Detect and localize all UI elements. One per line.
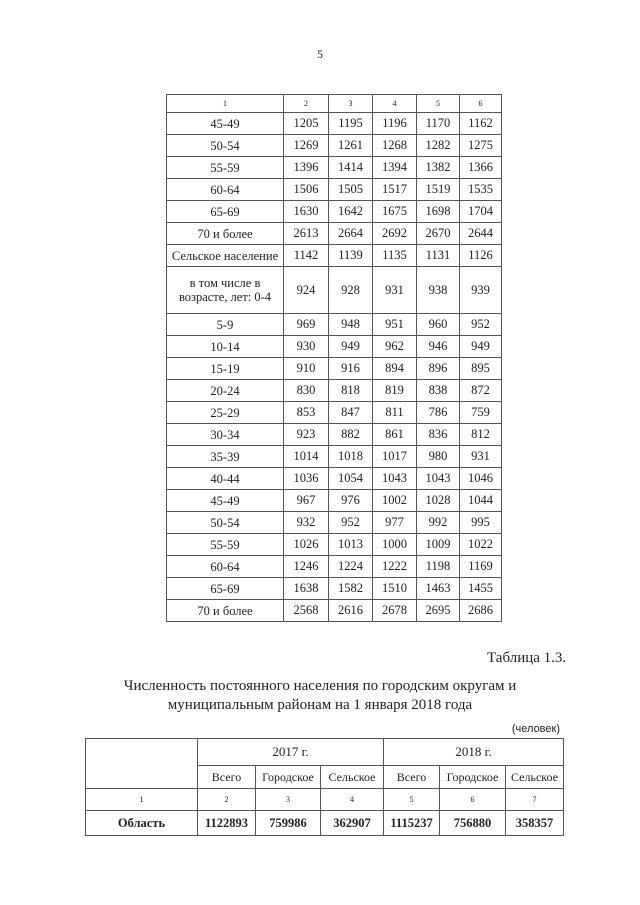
value-cell: 1261 bbox=[329, 135, 373, 157]
value-cell: 2670 bbox=[417, 223, 460, 245]
value-cell: 939 bbox=[460, 267, 502, 314]
value-cell: 1126 bbox=[460, 245, 502, 267]
value-cell: 938 bbox=[417, 267, 460, 314]
subheader-cell: Всего bbox=[384, 766, 440, 789]
value-cell: 992 bbox=[417, 512, 460, 534]
value-cell: 928 bbox=[329, 267, 373, 314]
value-cell: 1510 bbox=[373, 578, 417, 600]
value-cell: 1044 bbox=[460, 490, 502, 512]
table-row bbox=[167, 468, 502, 490]
age-group-label: 50-54 bbox=[167, 512, 284, 534]
value-cell: 995 bbox=[460, 512, 502, 534]
column-number-cell: 3 bbox=[256, 789, 321, 811]
table-title bbox=[60, 677, 580, 715]
table-row bbox=[167, 201, 502, 223]
subheader-cell: Сельское bbox=[321, 766, 384, 789]
subheader-cell: Всего bbox=[198, 766, 256, 789]
value-cell: 882 bbox=[329, 424, 373, 446]
value-cell: 1046 bbox=[460, 468, 502, 490]
table-row bbox=[167, 245, 502, 267]
table-row bbox=[167, 402, 502, 424]
age-group-label: 70 и более bbox=[167, 223, 284, 245]
value-cell: 2664 bbox=[329, 223, 373, 245]
value-cell: 1535 bbox=[460, 179, 502, 201]
value-cell: 980 bbox=[417, 446, 460, 468]
value-cell: 1139 bbox=[329, 245, 373, 267]
value-cell: 949 bbox=[329, 336, 373, 358]
value-cell: 1162 bbox=[460, 113, 502, 135]
table-row bbox=[167, 446, 502, 468]
value-cell: 1002 bbox=[373, 490, 417, 512]
age-group-label: 50-54 bbox=[167, 135, 284, 157]
value-cell: 1022 bbox=[460, 534, 502, 556]
value-cell: 1170 bbox=[417, 113, 460, 135]
column-number-cell: 3 bbox=[329, 95, 373, 113]
column-number-cell: 5 bbox=[417, 95, 460, 113]
column-number-cell: 1 bbox=[86, 789, 198, 811]
value-cell: 923 bbox=[284, 424, 329, 446]
value-cell: 853 bbox=[284, 402, 329, 424]
value-cell: 977 bbox=[373, 512, 417, 534]
value-cell: 2616 bbox=[329, 600, 373, 622]
value-cell: 976 bbox=[329, 490, 373, 512]
region-value: 358357 bbox=[506, 811, 564, 836]
value-cell: 1131 bbox=[417, 245, 460, 267]
table-row bbox=[167, 157, 502, 179]
value-cell: 2644 bbox=[460, 223, 502, 245]
value-cell: 960 bbox=[417, 314, 460, 336]
district-population-table bbox=[85, 738, 564, 836]
region-row bbox=[86, 811, 564, 836]
column-number-cell: 4 bbox=[321, 789, 384, 811]
value-cell: 1198 bbox=[417, 556, 460, 578]
header-year-2018: 2018 г. bbox=[384, 739, 564, 766]
value-cell: 2686 bbox=[460, 600, 502, 622]
table-row bbox=[167, 336, 502, 358]
age-group-label: 40-44 bbox=[167, 468, 284, 490]
value-cell: 924 bbox=[284, 267, 329, 314]
value-cell: 1135 bbox=[373, 245, 417, 267]
age-group-label: 45-49 bbox=[167, 490, 284, 512]
table-row bbox=[167, 314, 502, 336]
value-cell: 930 bbox=[284, 336, 329, 358]
value-cell: 910 bbox=[284, 358, 329, 380]
value-cell: 1014 bbox=[284, 446, 329, 468]
value-cell: 786 bbox=[417, 402, 460, 424]
value-cell: 1013 bbox=[329, 534, 373, 556]
column-number-cell: 2 bbox=[198, 789, 256, 811]
table-row bbox=[167, 179, 502, 201]
value-cell: 1704 bbox=[460, 201, 502, 223]
table-row bbox=[167, 534, 502, 556]
table-row bbox=[167, 267, 502, 314]
value-cell: 1396 bbox=[284, 157, 329, 179]
region-label: Область bbox=[86, 811, 198, 836]
value-cell: 896 bbox=[417, 358, 460, 380]
region-value: 759986 bbox=[256, 811, 321, 836]
value-cell: 948 bbox=[329, 314, 373, 336]
value-cell: 1455 bbox=[460, 578, 502, 600]
age-group-label: 65-69 bbox=[167, 578, 284, 600]
age-group-label: 5-9 bbox=[167, 314, 284, 336]
value-cell: 1638 bbox=[284, 578, 329, 600]
column-number-cell: 4 bbox=[373, 95, 417, 113]
value-cell: 946 bbox=[417, 336, 460, 358]
value-cell: 2692 bbox=[373, 223, 417, 245]
column-number-cell: 1 bbox=[167, 95, 284, 113]
value-cell: 1519 bbox=[417, 179, 460, 201]
value-cell: 838 bbox=[417, 380, 460, 402]
value-cell: 1205 bbox=[284, 113, 329, 135]
value-cell: 967 bbox=[284, 490, 329, 512]
region-value: 1115237 bbox=[384, 811, 440, 836]
value-cell: 872 bbox=[460, 380, 502, 402]
value-cell: 812 bbox=[460, 424, 502, 446]
value-cell: 1224 bbox=[329, 556, 373, 578]
value-cell: 1275 bbox=[460, 135, 502, 157]
age-group-label: 25-29 bbox=[167, 402, 284, 424]
value-cell: 931 bbox=[373, 267, 417, 314]
value-cell: 1026 bbox=[284, 534, 329, 556]
value-cell: 2568 bbox=[284, 600, 329, 622]
value-cell: 952 bbox=[460, 314, 502, 336]
value-cell: 969 bbox=[284, 314, 329, 336]
value-cell: 1282 bbox=[417, 135, 460, 157]
value-cell: 1382 bbox=[417, 157, 460, 179]
age-group-label: 65-69 bbox=[167, 201, 284, 223]
value-cell: 1517 bbox=[373, 179, 417, 201]
column-number-cell: 7 bbox=[506, 789, 564, 811]
value-cell: 811 bbox=[373, 402, 417, 424]
value-cell: 819 bbox=[373, 380, 417, 402]
value-cell: 895 bbox=[460, 358, 502, 380]
value-cell: 1268 bbox=[373, 135, 417, 157]
value-cell: 1642 bbox=[329, 201, 373, 223]
age-group-label: 35-39 bbox=[167, 446, 284, 468]
value-cell: 962 bbox=[373, 336, 417, 358]
table-row bbox=[167, 490, 502, 512]
value-cell: 1018 bbox=[329, 446, 373, 468]
value-cell: 830 bbox=[284, 380, 329, 402]
age-group-label: 60-64 bbox=[167, 179, 284, 201]
value-cell: 949 bbox=[460, 336, 502, 358]
value-cell: 1698 bbox=[417, 201, 460, 223]
table-row bbox=[167, 113, 502, 135]
value-cell: 2678 bbox=[373, 600, 417, 622]
table-row bbox=[167, 424, 502, 446]
value-cell: 818 bbox=[329, 380, 373, 402]
table-row bbox=[167, 578, 502, 600]
value-cell: 847 bbox=[329, 402, 373, 424]
table-row bbox=[167, 223, 502, 245]
value-cell: 1000 bbox=[373, 534, 417, 556]
value-cell: 1582 bbox=[329, 578, 373, 600]
value-cell: 1017 bbox=[373, 446, 417, 468]
age-group-label: 20-24 bbox=[167, 380, 284, 402]
header-corner-cell bbox=[86, 739, 198, 789]
value-cell: 1142 bbox=[284, 245, 329, 267]
value-cell: 1222 bbox=[373, 556, 417, 578]
value-cell: 1009 bbox=[417, 534, 460, 556]
value-cell: 1196 bbox=[373, 113, 417, 135]
table-title-line-1: Численность постоянного населения по городским округам и bbox=[123, 678, 517, 694]
value-cell: 1246 bbox=[284, 556, 329, 578]
value-cell: 1506 bbox=[284, 179, 329, 201]
table-row bbox=[167, 512, 502, 534]
age-group-label: Сельское население bbox=[167, 245, 284, 267]
value-cell: 759 bbox=[460, 402, 502, 424]
value-cell: 1394 bbox=[373, 157, 417, 179]
value-cell: 1414 bbox=[329, 157, 373, 179]
table-row bbox=[167, 358, 502, 380]
region-value: 362907 bbox=[321, 811, 384, 836]
age-group-label: в том числе в возрасте, лет: 0-4 bbox=[167, 267, 284, 314]
header-year-2017: 2017 г. bbox=[198, 739, 384, 766]
subheader-cell: Сельское bbox=[506, 766, 564, 789]
value-cell: 1195 bbox=[329, 113, 373, 135]
value-cell: 861 bbox=[373, 424, 417, 446]
age-group-label: 55-59 bbox=[167, 534, 284, 556]
table-title-line-2: муниципальным районам на 1 января 2018 года bbox=[167, 697, 473, 713]
value-cell: 2613 bbox=[284, 223, 329, 245]
value-cell: 931 bbox=[460, 446, 502, 468]
value-cell: 1169 bbox=[460, 556, 502, 578]
value-cell: 1675 bbox=[373, 201, 417, 223]
age-group-label: 70 и более bbox=[167, 600, 284, 622]
table-row bbox=[167, 556, 502, 578]
value-cell: 2695 bbox=[417, 600, 460, 622]
age-group-label: 55-59 bbox=[167, 157, 284, 179]
value-cell: 1054 bbox=[329, 468, 373, 490]
value-cell: 1028 bbox=[417, 490, 460, 512]
age-population-table bbox=[166, 94, 502, 622]
table-row bbox=[167, 600, 502, 622]
subheader-cell: Городское bbox=[440, 766, 506, 789]
value-cell: 1366 bbox=[460, 157, 502, 179]
region-value: 756880 bbox=[440, 811, 506, 836]
table-caption: Таблица 1.3. bbox=[487, 650, 567, 666]
value-cell: 836 bbox=[417, 424, 460, 446]
column-number-cell: 5 bbox=[384, 789, 440, 811]
value-cell: 952 bbox=[329, 512, 373, 534]
table-row bbox=[167, 380, 502, 402]
value-cell: 951 bbox=[373, 314, 417, 336]
value-cell: 1269 bbox=[284, 135, 329, 157]
column-number-cell: 2 bbox=[284, 95, 329, 113]
value-cell: 1036 bbox=[284, 468, 329, 490]
value-cell: 1043 bbox=[373, 468, 417, 490]
column-number-cell: 6 bbox=[460, 95, 502, 113]
value-cell: 1505 bbox=[329, 179, 373, 201]
subheader-cell: Городское bbox=[256, 766, 321, 789]
column-number-cell: 6 bbox=[440, 789, 506, 811]
value-cell: 932 bbox=[284, 512, 329, 534]
value-cell: 894 bbox=[373, 358, 417, 380]
age-group-label: 15-19 bbox=[167, 358, 284, 380]
age-group-label: 60-64 bbox=[167, 556, 284, 578]
value-cell: 916 bbox=[329, 358, 373, 380]
value-cell: 1043 bbox=[417, 468, 460, 490]
age-group-label: 30-34 bbox=[167, 424, 284, 446]
age-group-label: 45-49 bbox=[167, 113, 284, 135]
value-cell: 1463 bbox=[417, 578, 460, 600]
unit-label: (человек) bbox=[511, 723, 560, 735]
page-number: 5 bbox=[317, 47, 323, 61]
table-row bbox=[167, 135, 502, 157]
value-cell: 1630 bbox=[284, 201, 329, 223]
age-group-label: 10-14 bbox=[167, 336, 284, 358]
region-value: 1122893 bbox=[198, 811, 256, 836]
